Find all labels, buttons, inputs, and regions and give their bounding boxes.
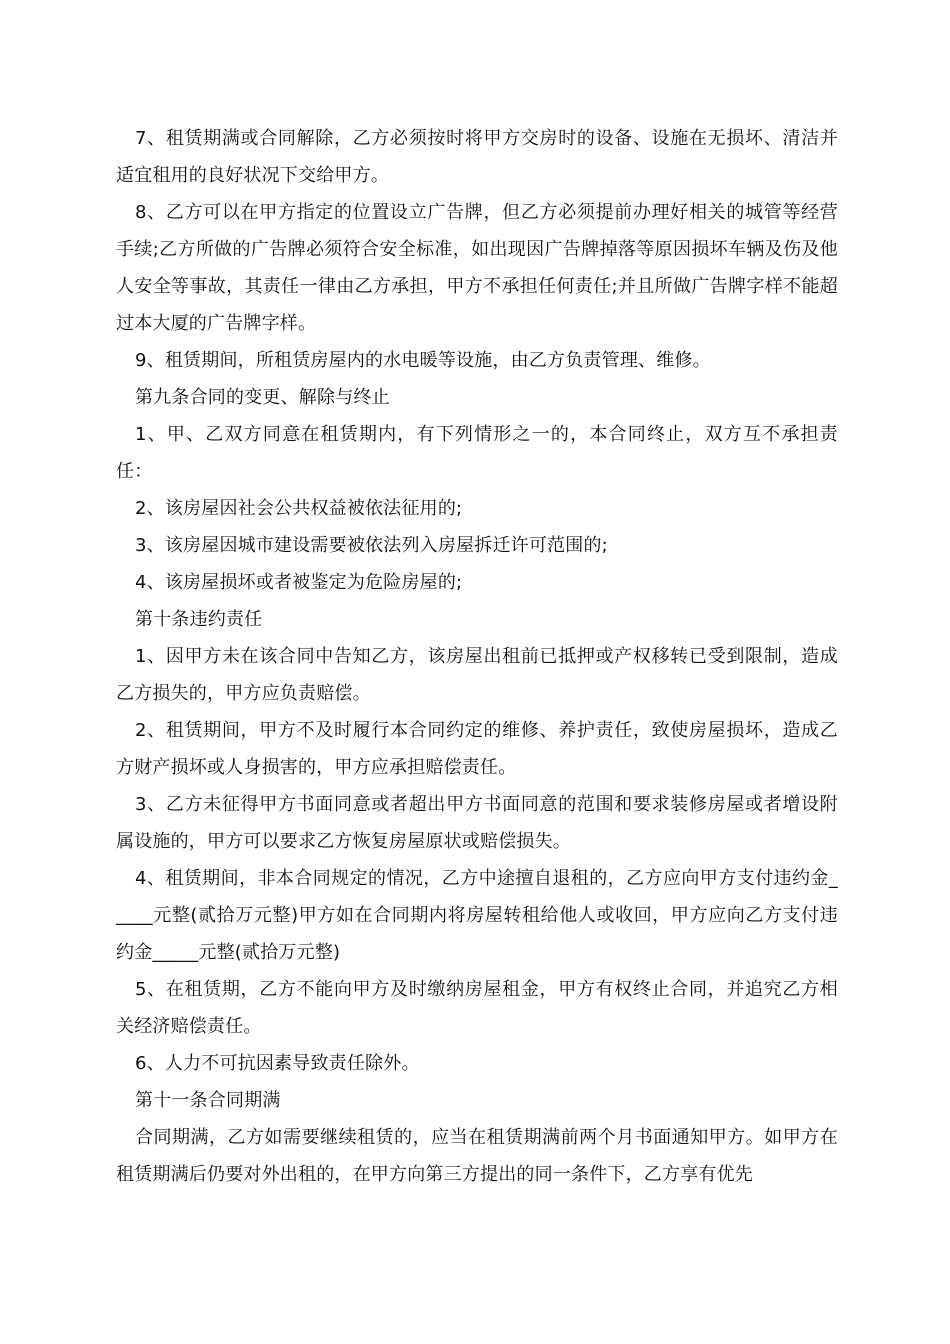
article-10-item-4: 4、租赁期间，非本合同规定的情况，乙方中途擅自退租的，乙方应向甲方支付违约金_____元整(贰拾万元整)甲方如在合同期内将房屋转租给他人或收回，甲方应向乙方支付违约金_____元整(贰拾万元整)	[116, 868, 838, 963]
article-10-item-1: 1、因甲方未在该合同中告知乙方，该房屋出租前已抵押或产权移转已受到限制，造成乙方损失的，甲方应负责赔偿。	[116, 646, 838, 704]
article-10-item-2: 2、租赁期间，甲方不及时履行本合同约定的维修、养护责任，致使房屋损坏，造成乙方财产损坏或人身损害的，甲方应承担赔偿责任。	[116, 720, 838, 778]
clause-9-utilities-maintenance: 9、租赁期间，所租赁房屋内的水电暖等设施，由乙方负责管理、维修。	[135, 350, 711, 371]
clause-8-advertising-sign: 8、乙方可以在甲方指定的位置设立广告牌，但乙方必须提前办理好相关的城管等经营手续;乙方所做的广告牌必须符合安全标准，如出现因广告牌掉落等原因损坏车辆及伤及他人安全等事故，其责任一律由乙方承担，甲方不承担任何责任;并且所做广告牌字样不能超过本大厦的广告牌字样。	[116, 202, 838, 334]
section-heading-article-11: 第十一条合同期满	[135, 1090, 281, 1111]
article-11-renewal-text: 合同期满，乙方如需要继续租赁的，应当在租赁期满前两个月书面通知甲方。如甲方在租赁期满后仍要对外出租的，在甲方向第三方提出的同一条件下，乙方享有优先	[116, 1127, 838, 1185]
article-9-item-2: 2、该房屋因社会公共权益被依法征用的;	[135, 498, 463, 519]
article-9-item-3: 3、该房屋因城市建设需要被依法列入房屋拆迁许可范围的;	[135, 535, 608, 556]
section-heading-article-9: 第九条合同的变更、解除与终止	[135, 387, 390, 408]
section-heading-article-10: 第十条违约责任	[135, 609, 263, 630]
clause-7-return-premises: 7、租赁期满或合同解除，乙方必须按时将甲方交房时的设备、设施在无损坏、清洁并适宜租用的良好状况下交给甲方。	[116, 128, 838, 186]
document-body	[116, 120, 838, 1193]
article-9-item-1: 1、甲、乙双方同意在租赁期内，有下列情形之一的，本合同终止，双方互不承担责任：	[116, 424, 838, 482]
article-10-item-6: 6、人力不可抗因素导致责任除外。	[135, 1053, 420, 1074]
article-9-item-4: 4、该房屋损坏或者被鉴定为危险房屋的;	[135, 572, 463, 593]
article-10-item-5: 5、在租赁期，乙方不能向甲方及时缴纳房屋租金，甲方有权终止合同，并追究乙方相关经济赔偿责任。	[116, 979, 838, 1037]
article-10-item-3: 3、乙方未征得甲方书面同意或者超出甲方书面同意的范围和要求装修房屋或者增设附属设施的，甲方可以要求乙方恢复房屋原状或赔偿损失。	[116, 794, 838, 852]
